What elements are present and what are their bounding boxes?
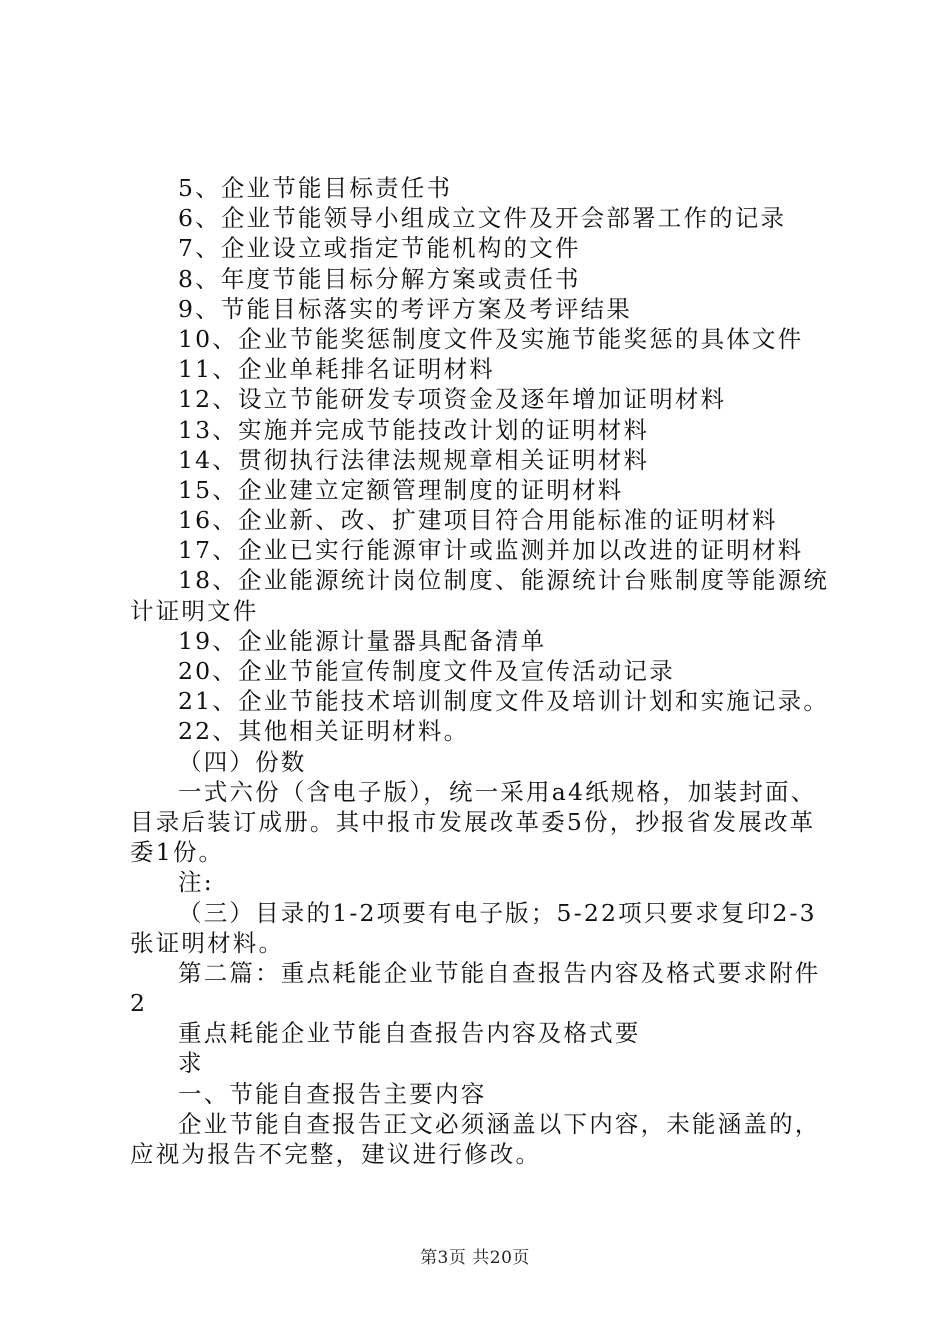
list-item: 22、其他相关证明材料。 [178, 717, 470, 746]
list-item: 20、企业节能宣传制度文件及宣传活动记录 [178, 657, 675, 685]
paragraph-line: 张证明材料。 [130, 928, 285, 957]
section-heading: 一、节能自查报告主要内容 [178, 1079, 487, 1108]
list-item: 6、企业节能领导小组成立文件及开会部署工作的记录 [178, 204, 787, 233]
paragraph-line: 企业节能自查报告正文必须涵盖以下内容，未能涵盖的， [178, 1109, 821, 1138]
list-item: 12、设立节能研发专项资金及逐年增加证明材料 [178, 385, 727, 414]
list-item: 5、企业节能目标责任书 [178, 174, 453, 202]
document-body [130, 173, 835, 1169]
paragraph-line: 目录后装订成册。其中报市发展改革委5份，抄报省发展改革 [130, 807, 816, 836]
list-item: 13、实施并完成节能技改计划的证明材料 [178, 415, 650, 444]
document-title: 重点耗能企业节能自查报告内容及格式要 [178, 1019, 641, 1048]
paragraph-line: 委1份。 [130, 838, 225, 867]
list-item: 14、贯彻执行法律法规规章相关证明材料 [178, 445, 650, 474]
chapter-heading: 第二篇：重点耗能企业节能自查报告内容及格式要求附件 [178, 958, 821, 987]
list-item: 18、企业能源统计岗位制度、能源统计台账制度等能源统 [178, 566, 830, 595]
list-item: 19、企业能源计量器具配备清单 [178, 626, 547, 655]
page-number: 第3页 共20页 [420, 1248, 530, 1268]
list-item: 11、企业单耗排名证明材料 [178, 355, 496, 384]
paragraph-line: 应视为报告不完整，建议进行修改。 [130, 1140, 542, 1168]
list-item: 17、企业已实行能源审计或监测并加以改进的证明材料 [178, 536, 804, 565]
list-item: 7、企业设立或指定节能机构的文件 [178, 234, 581, 263]
paragraph-line: 一式六份（含电子版），统一采用a4纸规格，加装封面、 [178, 777, 817, 806]
list-item: 8、年度节能目标分解方案或责任书 [178, 264, 581, 293]
list-item: 21、企业节能技术培训制度文件及培训计划和实施记录。 [178, 687, 830, 716]
paragraph-line: （三）目录的1-2项要有电子版；5-22项只要求复印2-3 [178, 898, 817, 927]
list-item: 15、企业建立定额管理制度的证明材料 [178, 475, 624, 504]
list-item: 16、企业新、改、扩建项目符合用能标准的证明材料 [178, 506, 778, 535]
document-title-continuation: 求 [178, 1049, 204, 1078]
section-heading: （四）份数 [178, 747, 307, 776]
list-item-continuation: 计证明文件 [130, 596, 259, 625]
list-item: 9、节能目标落实的考评方案及考评结果 [178, 294, 633, 323]
chapter-heading-continuation: 2 [130, 989, 148, 1018]
list-item: 10、企业节能奖惩制度文件及实施节能奖惩的具体文件 [178, 324, 804, 353]
note-label: 注: [178, 868, 214, 897]
